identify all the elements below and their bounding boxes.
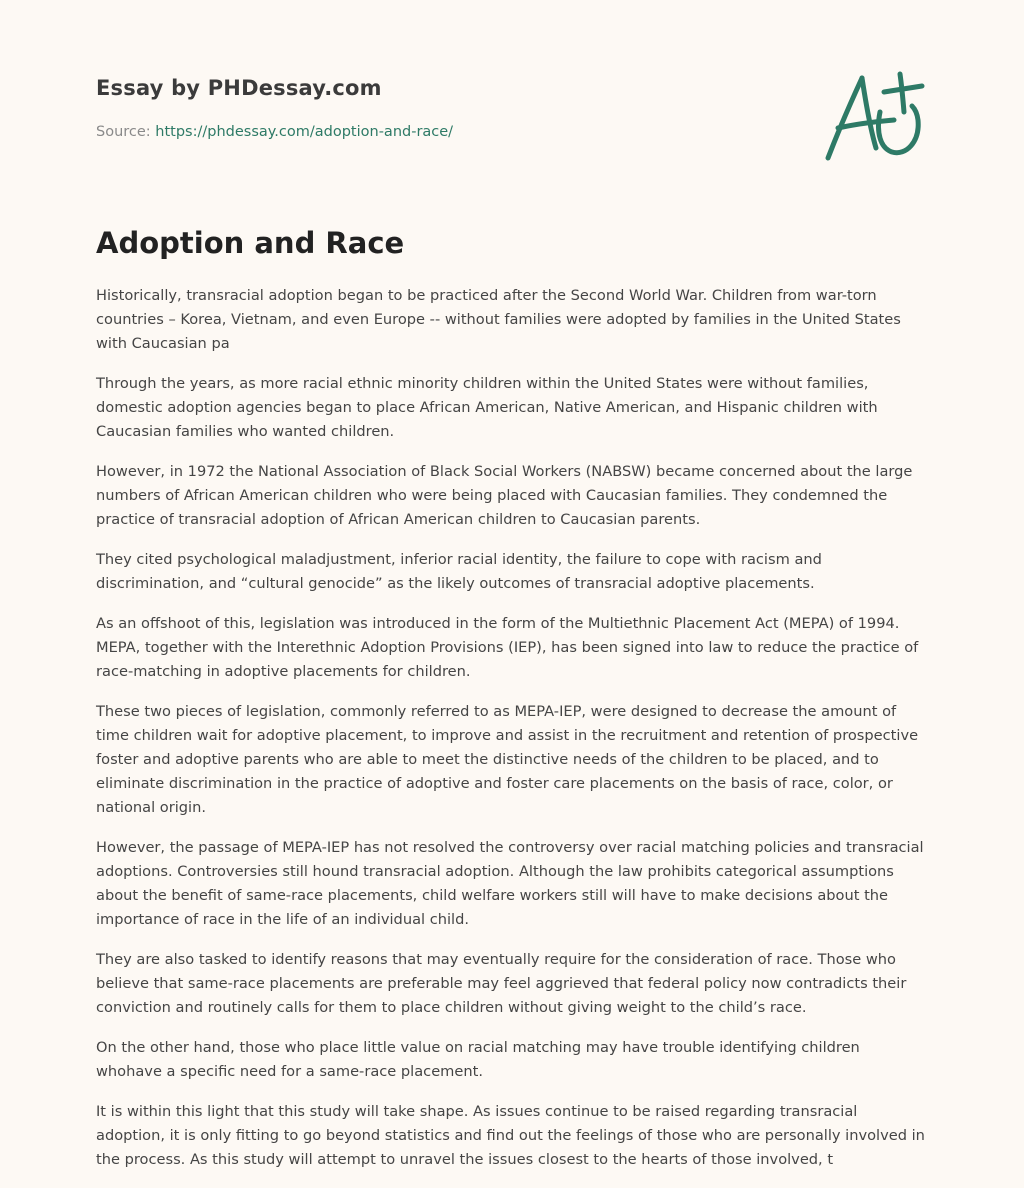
source-link[interactable]: https://phdessay.com/adoption-and-race/: [155, 124, 454, 140]
essay-body: [96, 284, 930, 1188]
essay-paragraph: Through the years, as more racial ethnic minority children within the United States were without families, domestic adoption agencies began to place African American, Native American, and Hispanic children with Caucasian families who wanted children.: [96, 375, 878, 440]
essay-paragraph: They are also tasked to identify reasons that may eventually require for the consideration of race. Those who believe that same-race placements are preferable may feel aggrieved that federal policy now contradicts their conviction and routinely calls for them to place children without giving weight to the child’s race.: [96, 951, 907, 1016]
brand-title: Essay by PHDessay.com: [96, 76, 382, 100]
essay-paragraph: Historically, transracial adoption began to be practiced after the Second World War. Children from war-torn countries – Korea, Vietnam, and even Europe -- without families were adopted by families in the United States with Caucasian pa: [96, 287, 901, 352]
a-plus-logo-icon: [818, 66, 930, 166]
essay-title: Adoption and Race: [96, 226, 405, 260]
essay-paragraph: They cited psychological maladjustment, inferior racial identity, the failure to cope with racism and discrimination, and “cultural genocide” as the likely outcomes of transracial adoptive placements.: [96, 551, 822, 592]
essay-paragraph: As an offshoot of this, legislation was introduced in the form of the Multiethnic Placement Act (MEPA) of 1994. MEPA, together with the Interethnic Adoption Provisions (IEP), has been signed into law to reduce the practice of race-matching in adoptive placements for children.: [96, 615, 919, 680]
essay-paragraph: It is within this light that this study will take shape. As issues continue to be raised regarding transracial adoption, it is only fitting to go beyond statistics and find out the feelings of those who are personally involved in the process. As this study will attempt to unravel the issues closest to the hearts of those involved, t: [96, 1103, 925, 1168]
essay-paragraph: However, in 1972 the National Association of Black Social Workers (NABSW) became concerned about the large numbers of African American children who were being placed with Caucasian families. They condemned the practice of transracial adoption of African American children to Caucasian parents.: [96, 463, 913, 528]
source-label: Source:: [96, 124, 151, 140]
essay-paragraph: However, the passage of MEPA-IEP has not resolved the controversy over racial matching policies and transracial adoptions. Controversies still hound transracial adoption. Although the law prohibits categorical assumptions about the benefit of same-race placements, child welfare workers still will have to make decisions about the importance of race in the life of an individual child.: [96, 839, 924, 928]
essay-paragraph: These two pieces of legislation, commonly referred to as MEPA-IEP, were designed to decrease the amount of time children wait for adoptive placement, to improve and assist in the recruitment and retention of prospective foster and adoptive parents who are able to meet the distinctive needs of the children to be placed, and to eliminate discrimination in the practice of adoptive and foster care placements on the basis of race, color, or national origin.: [96, 703, 919, 816]
essay-paragraph: On the other hand, those who place little value on racial matching may have trouble identifying children whohave a specific need for a same-race placement.: [96, 1039, 860, 1080]
source-line: [96, 124, 453, 140]
